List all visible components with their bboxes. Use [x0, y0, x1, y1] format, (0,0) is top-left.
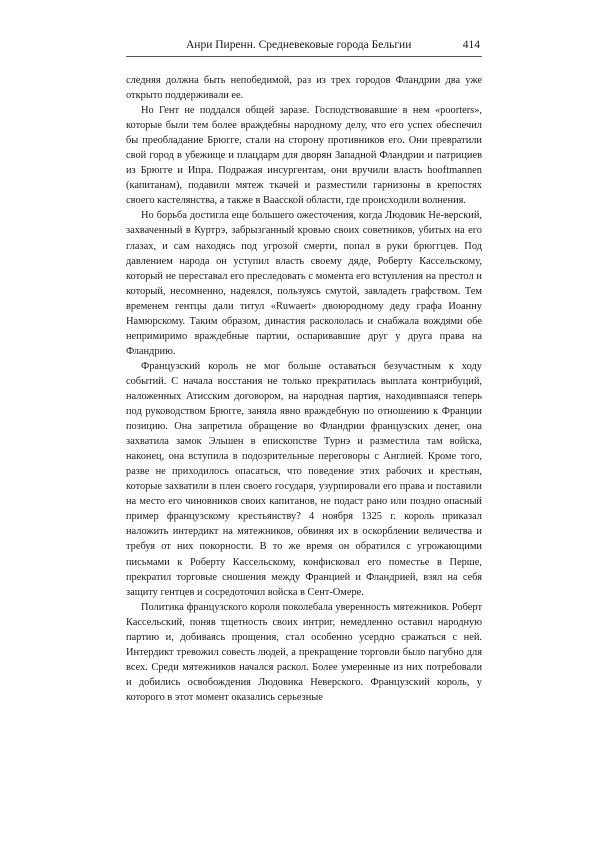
running-header	[126, 37, 482, 53]
body-text	[126, 73, 482, 705]
paragraph: Политика французского короля поколебала уверенность мятежников. Роберт Кассельский, поняв тщетность своих интриг, немедленно оставил народную партию и, добиваясь прощения, стал особенно усердно сражаться с ней. Интердикт тревожил совесть людей, а прекращение торговли было пагубно для всех. Среди мятежников начался раскол. Более умеренные из них потребовали и добились освобождения Людовика Неверского. Французский король, у которого в этот момент оказались серьезные	[126, 601, 482, 703]
header-divider	[126, 56, 482, 57]
page-number: 414	[462, 39, 480, 51]
paragraph: следняя должна быть непобедимой, раз из трех городов Фландрии два уже открыто поддерживали ее.	[126, 75, 482, 102]
paragraph: Французский король не мог больше оставаться безучастным к ходу событий. С начала восстания не только прекратилась выплата контрибуций, наложенных Атисским договором, на народная партия, находившаяся теперь под руководством Брюгге, заняла явно враждебную по отношению к Франции позицию. Она запретила обращение во Фландрии французских денег, она захватила замок Эльшен в епископстве Турнэ и разместила там войска, наконец, она вступила в подозрительные переговоры с Англией. Кроме того, разве не приходилось опасаться, что поведение этих рабочих и крестьян, которые захватили в плен своего государя, узурпировали его права и поставили на место его чиновников своих капитанов, не подаст рано или поздно опасный пример французскому крестьянству? 4 ноября 1325 г. король приказал наложить интердикт на мятежников, обвиняя их в оскорблении величества и требуя от них покорности. В то же время он обратился с угрожающими письмами к Роберту Кассельскому, конфисковал его поместье в Перше, прекратил торговые сношения между Францией и Фландрией, взял на себя защиту гентцев и сосредоточил войска в Сент-Омере.	[126, 360, 482, 598]
header-title: Анри Пиренн. Средневековые города Бельгии	[186, 39, 412, 51]
paragraph: Но борьба достигла еще большего ожесточения, когда Людовик Не-верский, захваченный в Куртрэ, забрызганный кровью своих советников, убитых на его глазах, и сам находясь под угрозой смерти, попал в руки брюггцев. Под давлением народа он уступил власть своему дяде, Роберту Кассельскому, который не переставал его преследовать с момента его вступления на престол и который, несомненно, надеялся, пользуясь смутой, завладеть графством. Тем временем гентцы дали титул «Ruwaert» двоюродному деду графа Иоанну Намюрскому. Таким образом, династия раскололась и снабжала вождями обе непримиримо враждебные партии, оспаривавшие друг у друга права на Фландрию.	[126, 210, 482, 357]
paragraph: Но Гент не поддался общей заразе. Господствовавшие в нем «poorters», которые были тем более враждебны народному делу, что его успех обеспечил бы преобладание Брюгге, стали на сторону противников его. Они превратили свой город в убежище и плацдарм для дворян Западной Фландрии и патрициев из Брюгге и Ипра. Подражая инсургентам, они вручили власть hooftmannen (капитанам), подавили мятеж ткачей и разместили гарнизоны в крепостях своего кастелянства, а также в Ваасской области, где происходили волнения.	[126, 105, 482, 207]
